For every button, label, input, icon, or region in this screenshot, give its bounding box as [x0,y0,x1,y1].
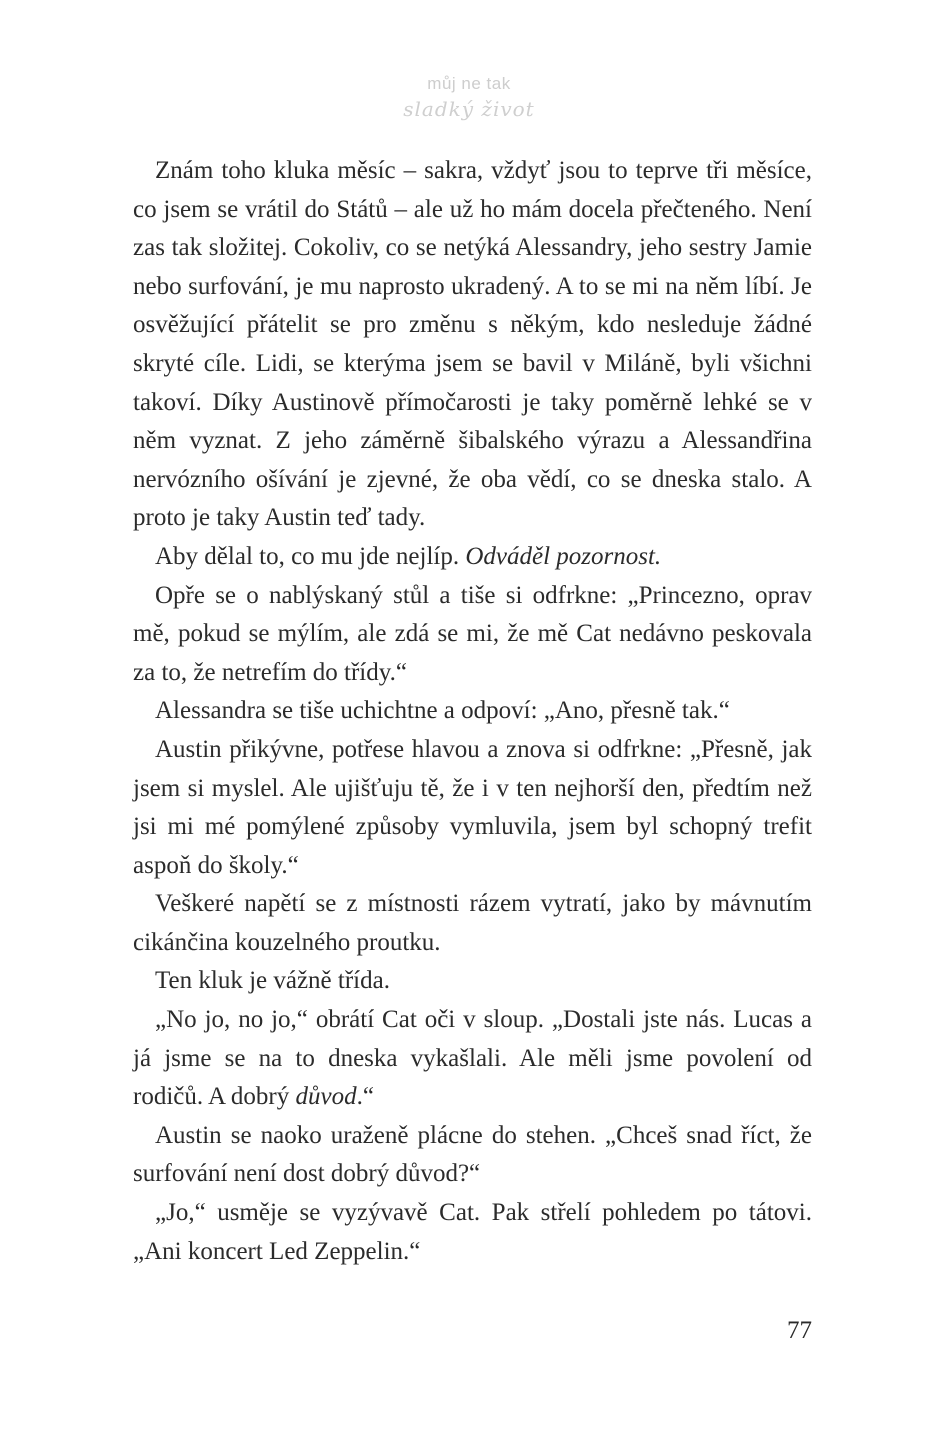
page-number: 77 [787,1317,812,1344]
paragraph-text: Alessandra se tiše uchichtne a odpoví: „Ano, přesně tak.“ [155,697,730,725]
paragraph-8 [133,1001,812,1117]
paragraph-text: .“ [356,1083,374,1111]
paragraph-text: Veškeré napětí se z místnosti rázem vytratí, jako by mávnutím cikánčina kouzelného proutku. [133,890,812,956]
paragraph-text: Opře se o nablýskaný stůl a tiše si odfrkne: „Princezno, oprav mě, pokud se mýlím, ale zdá se mi, že mě Cat nedávno peskovala za to, že netrefím do třídy.“ [133,581,812,686]
paragraph-text: „Jo,“ usměje se vyzývavě Cat. Pak střelí pohledem po tátovi. „Ani koncert Led Zeppelin.“ [133,1199,812,1265]
paragraph-5 [133,731,812,885]
paragraph-3 [133,577,812,693]
paragraph-text: Austin se naoko uraženě plácne do stehen. „Chceš snad říct, že surfování není dost dobrý důvod?“ [133,1121,812,1188]
paragraph-6 [133,885,812,962]
paragraph-emphasis: Odváděl pozornost. [465,542,662,570]
paragraph-1 [133,152,812,538]
paragraph-7 [133,962,812,1001]
running-head-title: sladký život [403,97,535,121]
paragraph-text: Znám toho kluka měsíc – sakra, vždyť jsou to teprve tři měsíce, co jsem se vrátil do Států – ale už ho mám docela přečteného. Není zas tak složitej. Cokoliv, co se netýká Alessandry, jeho sestry Jamie nebo surfování, je mu naprosto ukradený. A to se mi na něm líbí. Je osvěžující přátelit se pro změnu s někým, kdo nesleduje žádné skryté cíle. Lidi, se kterýma jsem se bavil v Miláně, byli všichni takoví. Díky Austinově přímočarosti je taky poměrně lehké se v něm vyznat. Z jeho záměrně šibalského výrazu a Alessandřina nervózního ošívání je zjevné, že oba vědí, co se dneska stalo. A proto je taky Austin teď tady. [133,157,812,532]
paragraph-4 [133,692,812,731]
paragraph-9 [133,1117,812,1194]
running-head-series: můj ne tak [427,74,511,93]
paragraph-text: Austin přikývne, potřese hlavou a znova si odfrkne: „Přesně, jak jsem si myslel. Ale ujišťuju tě, že i v ten nejhorší den, předtím než jsi mi mé pomýlené způsoby vymluvila, jsem byl schopný trefit aspoň do školy.“ [133,735,812,879]
paragraph-10 [133,1194,812,1271]
paragraph-2 [133,538,812,577]
paragraph-emphasis: důvod [295,1083,357,1111]
paragraph-text: Aby dělal to, co mu jde nejlíp. [155,542,466,570]
paragraph-text: „No jo, no jo,“ obrátí Cat oči v sloup. „Dostali jste nás. Lucas a já jsme se na to dneska vykašlali. Ale měli jsme povolení od rodičů. A dobrý [133,1006,812,1111]
paragraph-text: Ten kluk je vážně třída. [155,967,390,995]
body-text [133,152,812,1271]
